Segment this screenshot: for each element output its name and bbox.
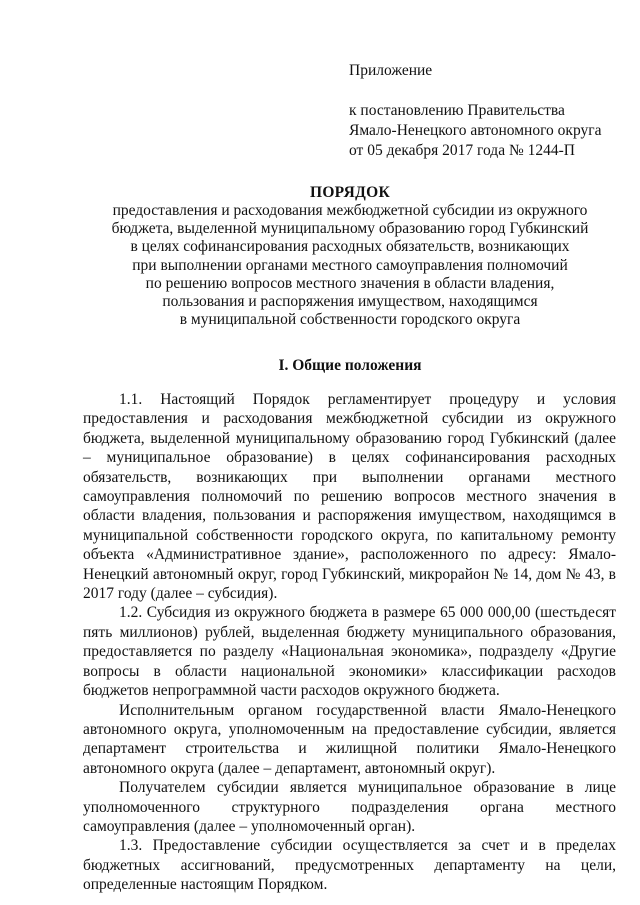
annex-line-1: к постановлению Правительства [349, 102, 565, 119]
paragraph-1-2: 1.2. Субсидия из окружного бюджета в размере 65 000 000,00 (шестьдесят пять миллионов) рублей, выделенная бюджету муниципального образования, предоставляется по разделу «Национальная экономика», подразделу «Другие вопросы в области национальной экономики» классификации расходов бюджетов непрограммной части расходов окружного бюджета. [83, 604, 616, 700]
subtitle-line: пользования и распоряжения имуществом, находящимся [162, 293, 538, 311]
paragraph-recipient: Получателем субсидии является муниципальное образование в лице уполномоченного структурного подразделения органа местного самоуправления (далее – уполномоченный орган). [83, 779, 616, 835]
subtitle-line: при выполнении органами местного самоуправления полномочий [132, 256, 568, 274]
annex-line-2: Ямало-Ненецкого автономного округа [349, 122, 602, 139]
paragraph-executive-body: Исполнительным органом государственной власти Ямало-Ненецкого автономного округа, уполномоченным на предоставление субсидии, является департамент строительства и жилищной политики Ямало-Ненецкого автономного округа (далее – департамент, автономный округ). [83, 701, 616, 777]
paragraph-1-1: 1.1. Настоящий Порядок регламентирует процедуру и условия предоставления и расходования межбюджетной субсидии из окружного бюджета, выделенной муниципальному образованию город Губкинский (далее – муниципальное образование) в целях софинансирования расходных обязательств, возникающих при выполнении органами местного самоуправления полномочий по решению вопросов местного значения в области владения, пользования и распоряжения имуществом, находящимся в муниципальной собственности городского округа, по капитальному ремонту объекта «Административное здание», расположенного по адресу: Ямало-Ненецкий автономный округ, город Губкинский, микрорайон № 14, дом № 43, в 2017 году (далее – субсидия). [83, 391, 616, 603]
annex-block [349, 61, 619, 161]
annex-line-3: от 05 декабря 2017 года № 1244-П [349, 142, 575, 159]
annex-heading: Приложение [349, 62, 433, 79]
paragraph-1-3: 1.3. Предоставление субсидии осуществляется за счет и в пределах бюджетных ассигнований, предусмотренных департаменту на цели, определенные настоящим Порядком. [83, 837, 616, 894]
document-title: ПОРЯДОК [309, 184, 391, 201]
subtitle-line: в муниципальной собственности городского округа [179, 311, 521, 329]
subtitle-line: в целях софинансирования расходных обязательств, возникающих [130, 238, 570, 256]
section-heading: I. Общие положения [278, 357, 422, 374]
subtitle-line: по решению вопросов местного значения в области владения, [145, 274, 555, 292]
subtitle-line: предоставления и расходования межбюджетной субсидии из окружного [112, 202, 588, 219]
document-body [83, 390, 616, 895]
document-subtitle [84, 202, 616, 329]
subtitle-line: бюджета, выделенной муниципальному образованию город Губкинский [111, 220, 589, 238]
